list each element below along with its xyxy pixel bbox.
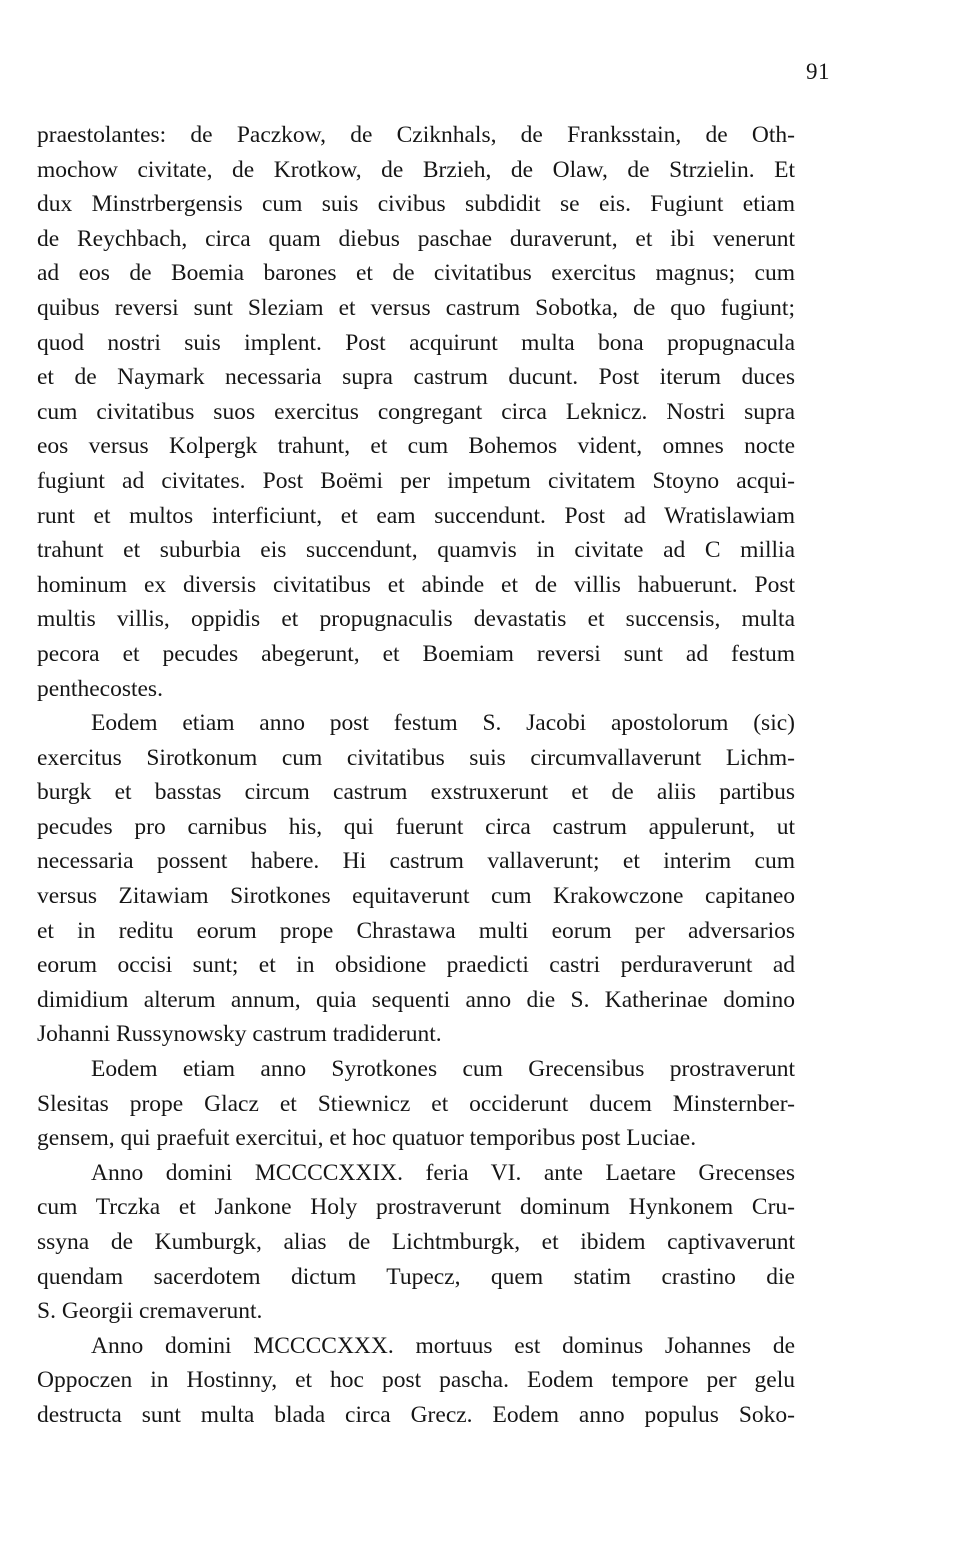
- page-number: 91: [806, 59, 830, 84]
- text-line: burgk et basstas circum castrum exstruxerunt et de aliis partibus: [37, 779, 795, 806]
- text-line: pecora et pecudes abegerunt, et Boemiam reversi sunt ad festum: [37, 640, 795, 667]
- text-line: Eodem etiam anno Syrotkones cum Grecensibus prostraverunt: [91, 1056, 795, 1083]
- text-line: dux Minstrbergensis cum suis civibus subdidit se eis. Fugiunt etiam: [37, 191, 795, 218]
- text-line: multis villis, oppidis et propugnaculis devastatis et succensis, multa: [37, 606, 795, 633]
- text-line: dimidium alterum annum, quia sequenti anno die S. Katherinae domino: [37, 986, 795, 1013]
- text-line: Eodem etiam anno post festum S. Jacobi apostolorum (sic): [91, 710, 795, 737]
- paragraph: [37, 1329, 795, 1433]
- text-line: mochow civitate, de Krotkow, de Brzieh, de Olaw, de Strzielin. Et: [37, 156, 795, 183]
- text-line: exercitus Sirotkonum cum civitatibus suis circumvallaverunt Lichm-: [37, 744, 795, 771]
- text-line: ssyna de Kumburgk, alias de Lichtmburgk, et ibidem captivaverunt: [37, 1229, 795, 1255]
- text-line: S. Georgii cremaverunt.: [37, 1298, 263, 1325]
- text-line: quod nostri suis implent. Post acquirunt multa bona propugnacula: [37, 329, 795, 356]
- text-line: penthecostes.: [37, 675, 163, 702]
- text-line: praestolantes: de Paczkow, de Cziknhals, de Franksstain, de Oth-: [37, 122, 795, 148]
- text-line: quibus reversi sunt Sleziam et versus castrum Sobotka, de quo fugiunt;: [37, 294, 795, 321]
- text-line: pecudes pro carnibus his, qui fuerunt circa castrum appulerunt, ut: [37, 813, 795, 840]
- text-line: et in reditu eorum prope Chrastawa multi eorum per adversarios: [37, 917, 795, 944]
- text-line: de Reychbach, circa quam diebus paschae duraverunt, et ibi venerunt: [37, 225, 795, 252]
- text-line: cum Trczka et Jankone Holy prostraverunt dominum Hynkonem Cru-: [37, 1194, 795, 1221]
- text-line: necessaria possent habere. Hi castrum vallaverunt; et interim cum: [37, 848, 795, 875]
- paragraph: [37, 706, 795, 1052]
- text-line: runt et multos interficiunt, et eam succendunt. Post ad Wratislawiam: [37, 502, 795, 529]
- paragraph: [37, 1052, 795, 1156]
- text-line: Slesitas prope Glacz et Stiewnicz et occiderunt ducem Minsternber-: [37, 1090, 795, 1117]
- text-line: Johanni Russynowsky castrum tradiderunt.: [37, 1021, 442, 1048]
- text-line: trahunt et suburbia eis succendunt, quamvis in civitate ad C millia: [37, 537, 795, 564]
- text-line: Anno domini MCCCCXXIX. feria VI. ante Laetare Grecenses: [91, 1159, 795, 1186]
- text-line: eorum occisi sunt; et in obsidione praedicti castri perduraverunt ad: [37, 952, 795, 979]
- text-line: Anno domini MCCCCXXX. mortuus est dominus Johannes de: [91, 1332, 795, 1359]
- text-line: destructa sunt multa blada circa Grecz. Eodem anno populus Soko-: [37, 1401, 795, 1428]
- text-line: hominum ex diversis civitatibus et abinde et de villis habuerunt. Post: [37, 571, 795, 598]
- text-line: Oppoczen in Hostinny, et hoc post pascha. Eodem tempore per gelu: [37, 1367, 795, 1394]
- text-line: versus Zitawiam Sirotkones equitaverunt cum Krakowczone capitaneo: [37, 883, 795, 910]
- text-line: fugiunt ad civitates. Post Boëmi per impetum civitatem Stoyno acqui-: [37, 467, 795, 494]
- text-line: ad eos de Boemia barones et de civitatibus exercitus magnus; cum: [37, 260, 795, 287]
- text-line: et de Naymark necessaria supra castrum ducunt. Post iterum duces: [37, 364, 795, 391]
- text-body: [37, 118, 795, 1433]
- text-line: gensem, qui praefuit exercitui, et hoc quatuor temporibus post Luciae.: [37, 1125, 697, 1152]
- text-line: quendam sacerdotem dictum Tupecz, quem statim crastino die: [37, 1263, 795, 1290]
- paragraph: [37, 118, 795, 706]
- paragraph: [37, 1156, 795, 1329]
- text-line: cum civitatibus suos exercitus congregant circa Leknicz. Nostri supra: [37, 398, 795, 425]
- text-line: eos versus Kolpergk trahunt, et cum Bohemos vident, omnes nocte: [37, 433, 795, 460]
